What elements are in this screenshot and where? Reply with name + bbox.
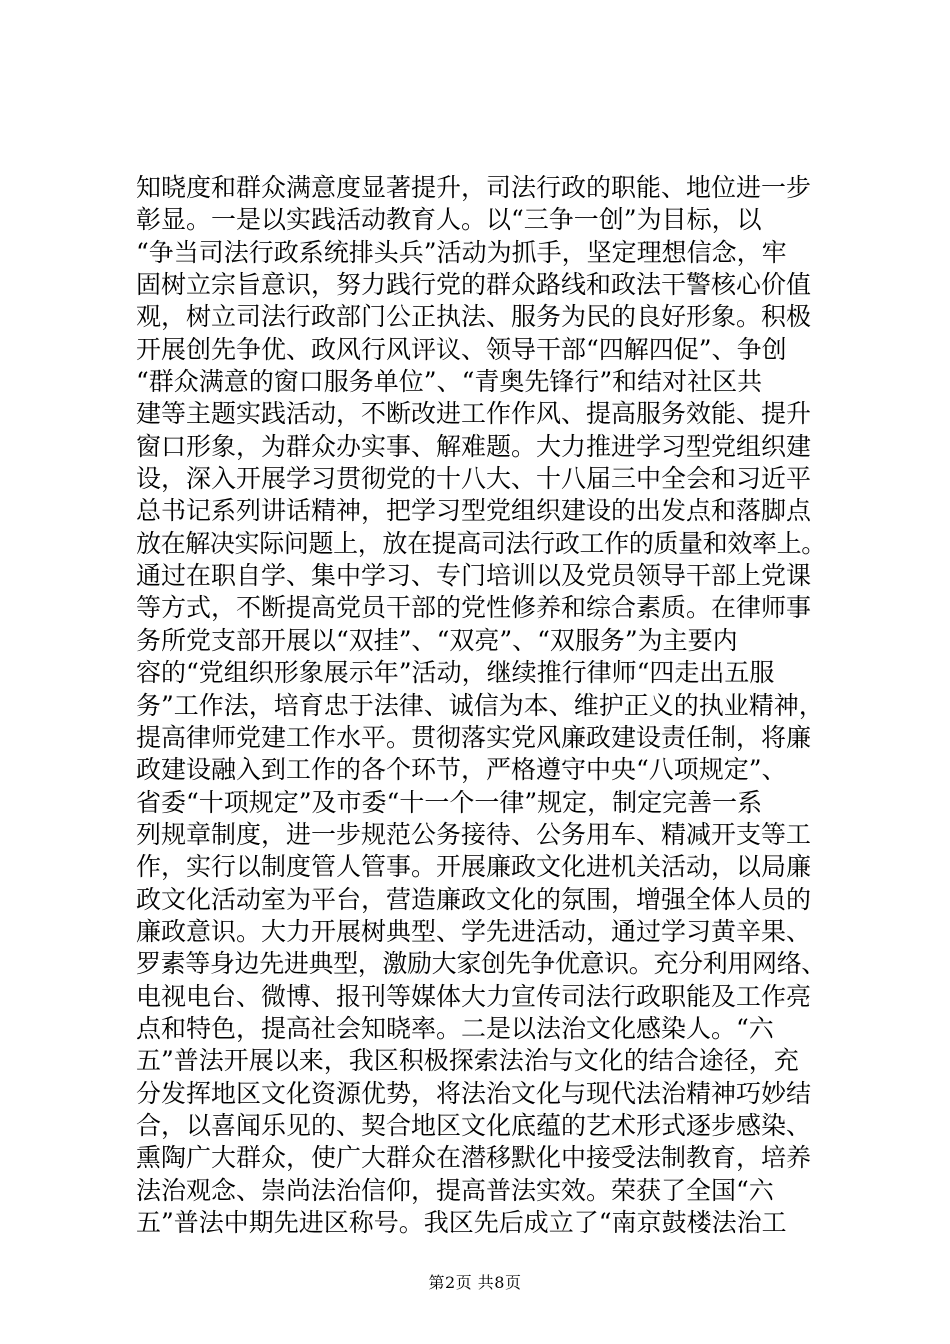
text-line: 容的“党组织形象展示年”活动，继续推行律师“四走出五服	[136, 658, 775, 688]
text-line: 设，深入开展学习贯彻党的十八大、十八届三中全会和习近平	[136, 464, 812, 494]
page-number-footer: 第2页 共8页	[428, 1273, 522, 1292]
text-line: 五”普法开展以来，我区积极探索法治与文化的结合途径，充	[136, 1046, 799, 1076]
text-line: 务”工作法，培育忠于法律、诚信为本、维护正义的执业精神，	[136, 690, 824, 720]
text-line: 务所党支部开展以“双挂”、“双亮”、“双服务”为主要内	[136, 625, 738, 655]
text-line: 作，实行以制度管人管事。开展廉政文化进机关活动，以局廉	[136, 852, 812, 882]
text-line: 廉政意识。大力开展树典型、学先进活动，通过学习黄辛果、	[136, 916, 812, 946]
text-line: 五”普法中期先进区称号。我区先后成立了“南京鼓楼法治工	[136, 1208, 787, 1237]
text-line: 列规章制度，进一步规范公务接待、公务用车、精减开支等工	[136, 819, 812, 849]
text-line: “争当司法行政系统排头兵”活动为抓手，坚定理想信念，牢	[136, 237, 787, 267]
text-line: 固树立宗旨意识，努力践行党的群众路线和政法干警核心价值	[136, 270, 812, 300]
text-line: 窗口形象，为群众办实事、解难题。大力推进学习型党组织建	[136, 431, 812, 461]
text-line: 省委“十项规定”及市委“十一个一律”规定，制定完善一系	[136, 787, 763, 817]
text-line: 电视电台、微博、报刊等媒体大力宣传司法行政职能及工作亮	[136, 981, 812, 1011]
text-line: 等方式，不断提高党员干部的党性修养和综合素质。在律师事	[136, 593, 812, 623]
text-line: 放在解决实际问题上，放在提高司法行政工作的质量和效率上。	[136, 528, 826, 558]
text-line: 政文化活动室为平台，营造廉政文化的氛围，增强全体人员的	[136, 884, 812, 914]
text-line: 分发挥地区文化资源优势，将法治文化与现代法治精神巧妙结	[136, 1078, 812, 1108]
text-line: 法治观念、崇尚法治信仰，提高普法实效。荣获了全国“六	[136, 1175, 774, 1205]
text-line: 建等主题实践活动，不断改进工作作风、提高服务效能、提升	[136, 399, 812, 429]
text-line: 通过在职自学、集中学习、专门培训以及党员领导干部上党课	[136, 561, 812, 591]
text-line: 开展创先争优、政风行风评议、领导干部“四解四促”、争创	[136, 334, 787, 364]
text-line: “群众满意的窗口服务单位”、“青奥先锋行”和结对社区共	[136, 367, 763, 397]
text-line: 总书记系列讲话精神，把学习型党组织建设的出发点和落脚点	[136, 496, 812, 526]
text-line: 知晓度和群众满意度显著提升，司法行政的职能、地位进一步	[136, 173, 812, 202]
text-line: 合，以喜闻乐见的、契合地区文化底蕴的艺术形式逐步感染、	[136, 1110, 812, 1140]
text-line: 彰显。一是以实践活动教育人。以“三争一创”为目标，以	[136, 205, 762, 235]
text-line: 提高律师党建工作水平。贯彻落实党风廉政建设责任制，将廉	[136, 722, 812, 752]
text-line: 点和特色，提高社会知晓率。二是以法治文化感染人。“六	[136, 1013, 774, 1043]
text-line: 罗素等身边先进典型，激励大家创先争优意识。充分利用网络、	[136, 949, 826, 979]
text-line: 熏陶广大群众，使广大群众在潜移默化中接受法制教育，培养	[136, 1143, 812, 1173]
text-line: 政建设融入到工作的各个环节，严格遵守中央“八项规定”、	[136, 755, 787, 785]
body-paragraph	[136, 172, 826, 1239]
text-line: 观，树立司法行政部门公正执法、服务为民的良好形象。积极	[136, 302, 812, 332]
